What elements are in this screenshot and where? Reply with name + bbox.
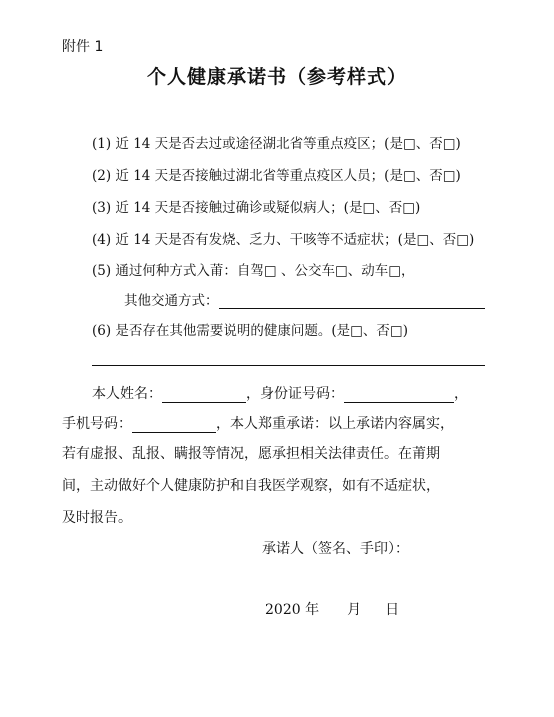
date-day: 日 bbox=[385, 602, 400, 618]
name-label: 本人姓名： bbox=[92, 386, 162, 402]
statement-start: ，本人郑重承诺：以上承诺内容属实， bbox=[216, 416, 454, 432]
pledge-line-3: 若有虚报、乱报、瞒报等情况，愿承担相关法律责任。在莆期 bbox=[62, 446, 440, 462]
question-2: (2) 近 14 天是否接触过湖北省等重点疫区人员；(是□、否□) bbox=[92, 168, 461, 184]
question-1: (1) 近 14 天是否去过或途径湖北省等重点疫区；(是□、否□) bbox=[92, 136, 461, 152]
signature-label: 承诺人（签名、手印）： bbox=[262, 541, 409, 557]
id-number-field[interactable] bbox=[344, 388, 454, 403]
extra-notes-line[interactable] bbox=[92, 365, 485, 366]
question-3: (3) 近 14 天是否接触过确诊或疑似病人；(是□、否□) bbox=[92, 200, 421, 216]
question-6: (6) 是否存在其他需要说明的健康问题。(是□、否□) bbox=[92, 323, 408, 339]
phone-label: 手机号码： bbox=[62, 416, 132, 432]
other-transport-row bbox=[124, 289, 485, 309]
date-line bbox=[265, 599, 399, 619]
date-month: 月 bbox=[347, 602, 362, 618]
other-transport-label: 其他交通方式： bbox=[124, 293, 219, 309]
question-4: (4) 近 14 天是否有发烧、乏力、干咳等不适症状；(是□、否□) bbox=[92, 232, 475, 248]
phone-field[interactable] bbox=[132, 418, 216, 433]
pledge-line-4: 间，主动做好个人健康防护和自我医学观察，如有不适症状， bbox=[62, 478, 440, 494]
other-transport-field[interactable] bbox=[219, 294, 485, 309]
pledge-line-1 bbox=[62, 383, 502, 403]
date-year: 2020 年 bbox=[265, 602, 320, 618]
document-title: 个人健康承诺书（参考样式） bbox=[146, 66, 407, 88]
pledge-line-5: 及时报告。 bbox=[62, 510, 132, 526]
id-label: ，身份证号码： bbox=[246, 386, 344, 402]
attachment-label: 附件 1 bbox=[62, 39, 104, 55]
pledge-line-2 bbox=[62, 413, 502, 433]
question-5: (5) 通过何种方式入莆：自驾□ 、公交车□、动车□， bbox=[92, 263, 415, 279]
id-end-comma: ， bbox=[454, 386, 468, 402]
name-field[interactable] bbox=[162, 388, 246, 403]
